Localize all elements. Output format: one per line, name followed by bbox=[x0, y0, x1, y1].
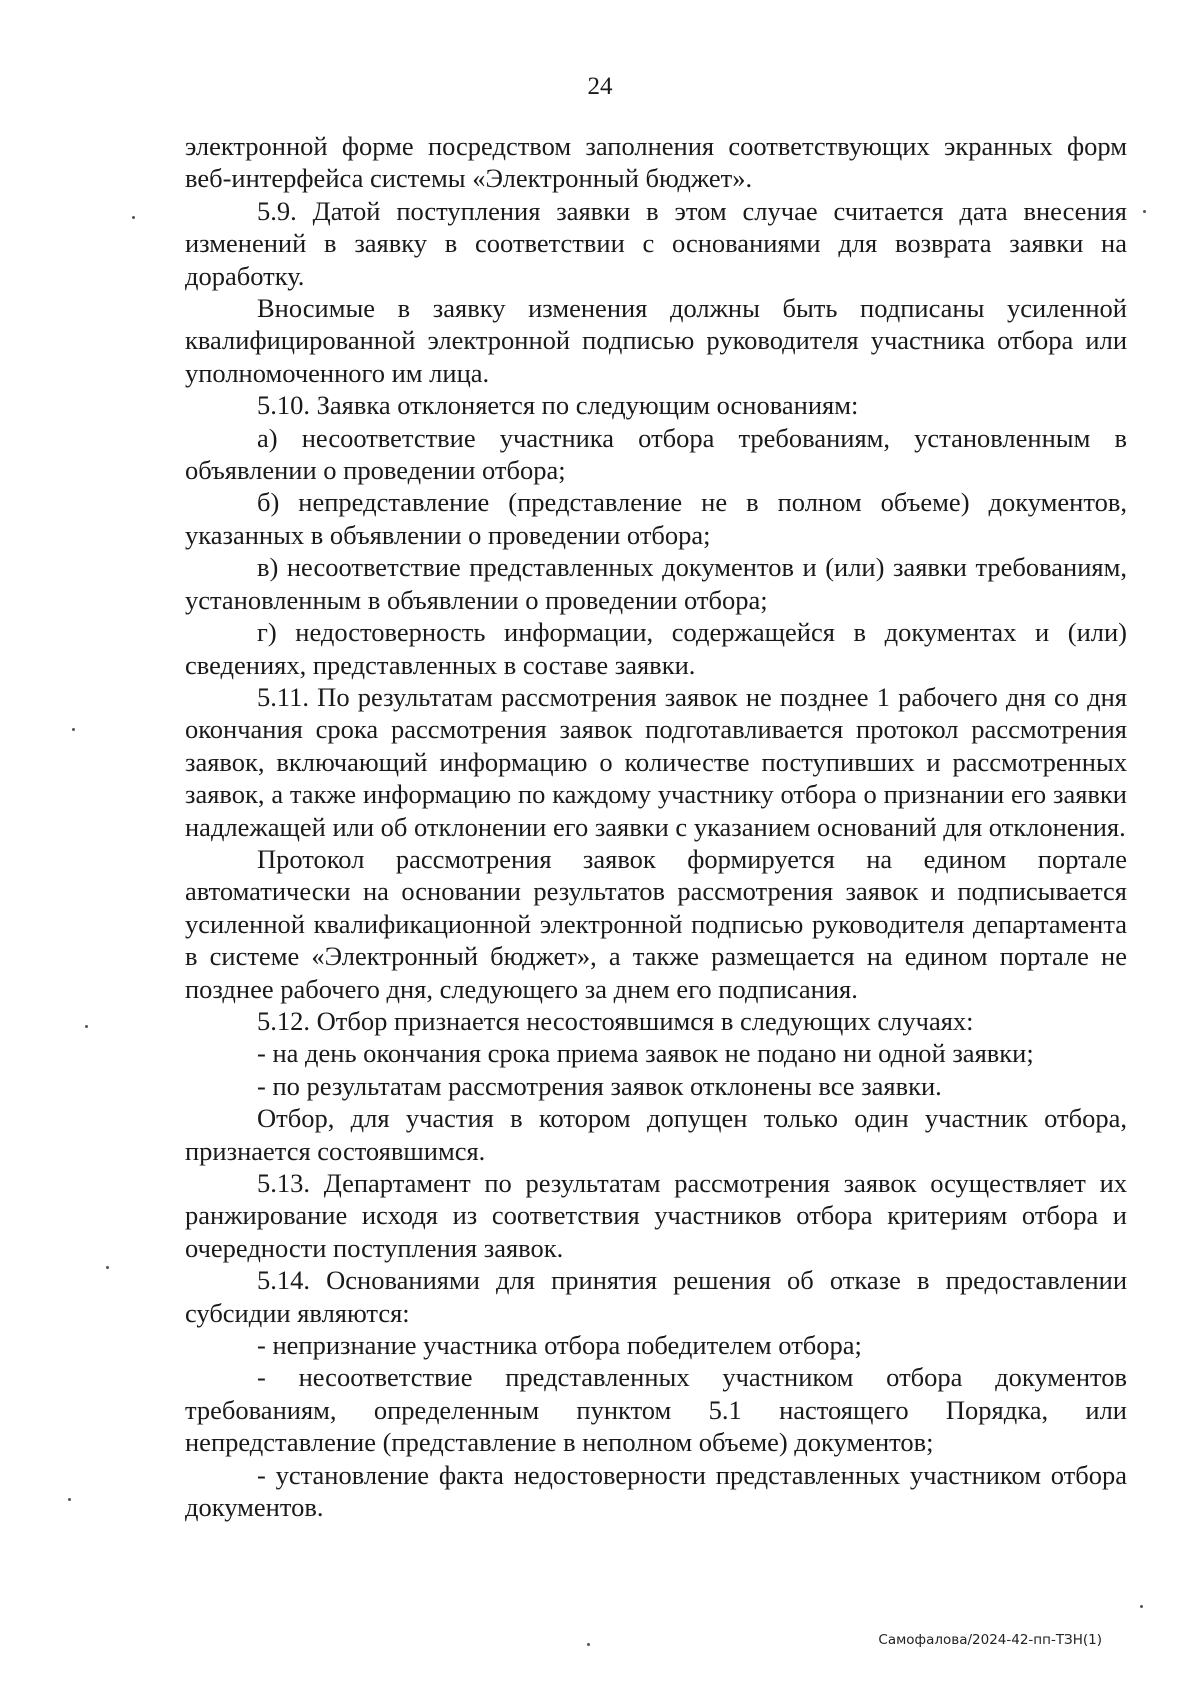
paragraph: 5.9. Датой поступления заявки в этом случае считается дата внесения изменений в заявку в соответствии с основаниями для возврата заявки на доработку. bbox=[185, 195, 1127, 291]
list-item: - установление факта недостоверности представленных участником отбора документов. bbox=[185, 1459, 1127, 1523]
paragraph: 5.11. По результатам рассмотрения заявок не позднее 1 рабочего дня со дня окончания срока рассмотрения заявок подготавливается протокол рассмотрения заявок, включающий информацию о количестве поступивших и рассмотренных заявок, а также информацию по каждому участнику отбора о признании его заявки надлежащей или об отклонении его заявки с указанием оснований для отклонения. bbox=[185, 681, 1127, 842]
paragraph: 5.12. Отбор признается несостоявшимся в следующих случаях: bbox=[257, 1005, 974, 1036]
scan-speck bbox=[1143, 210, 1146, 213]
paragraph: Протокол рассмотрения заявок формируется на едином портале автоматически на основании результатов рассмотрения заявок и подписывается усиленной квалификационной электронной подписью руководителя департамента в системе «Электронный бюджет», а также размещается на едином портале не позднее рабочего дня, следующего за днем его подписания. bbox=[185, 843, 1127, 1004]
paragraph: 5.10. Заявка отклоняется по следующим основаниям: bbox=[257, 390, 859, 421]
paragraph: б) непредставление (представление не в полном объеме) документов, указанных в объявлении о проведении отбора; bbox=[185, 487, 1127, 550]
scan-speck bbox=[587, 1643, 590, 1646]
list-item: - по результатам рассмотрения заявок отклонены все заявки. bbox=[257, 1070, 942, 1101]
list-item: - непризнание участника отбора победителем отбора; bbox=[257, 1330, 862, 1361]
scan-speck bbox=[106, 1266, 109, 1269]
document-code: Самофалова/2024-42-пп-ТЗН(1) bbox=[878, 1632, 1102, 1648]
scan-speck bbox=[72, 728, 75, 731]
paragraph: г) недостоверность информации, содержащейся в документах и (или) сведениях, представленных в составе заявки. bbox=[185, 617, 1127, 680]
paragraph: а) несоответствие участника отбора требованиям, установленным в объявлении о проведении отбора; bbox=[185, 422, 1127, 486]
paragraph: Вносимые в заявку изменения должны быть подписаны усиленной квалифицированной электронной подписью руководителя участника отбора или уполномоченного им лица. bbox=[185, 293, 1127, 388]
paragraph: электронной форме посредством заполнения соответствующих экранных форм веб-интерфейса системы «Электронный бюджет». bbox=[185, 131, 1127, 194]
scan-speck bbox=[85, 1025, 88, 1028]
paragraph: 5.14. Основаниями для принятия решения об отказе в предоставлении субсидии являются: bbox=[185, 1265, 1127, 1328]
paragraph: в) несоответствие представленных документов и (или) заявки требованиям, установленным в объявлении о проведении отбора; bbox=[185, 552, 1127, 615]
list-item: - несоответствие представленных участником отбора документов требованиям, определенным пунктом 5.1 настоящего Порядка, или непредставление (представление в неполном объеме) документов; bbox=[185, 1362, 1127, 1458]
scan-speck bbox=[132, 216, 135, 219]
list-item: - на день окончания срока приема заявок не подано ни одной заявки; bbox=[257, 1038, 1034, 1069]
scan-speck bbox=[68, 1498, 71, 1501]
paragraph: 5.13. Департамент по результатам рассмотрения заявок осуществляет их ранжирование исходя из соответствия участников отбора критериям отбора и очередности поступления заявок. bbox=[185, 1168, 1127, 1263]
document-body bbox=[185, 130, 1127, 1523]
page-number: 24 bbox=[587, 73, 613, 100]
scan-speck bbox=[1140, 1605, 1143, 1608]
paragraph: Отбор, для участия в котором допущен только один участник отбора, признается состоявшимся. bbox=[185, 1103, 1127, 1166]
